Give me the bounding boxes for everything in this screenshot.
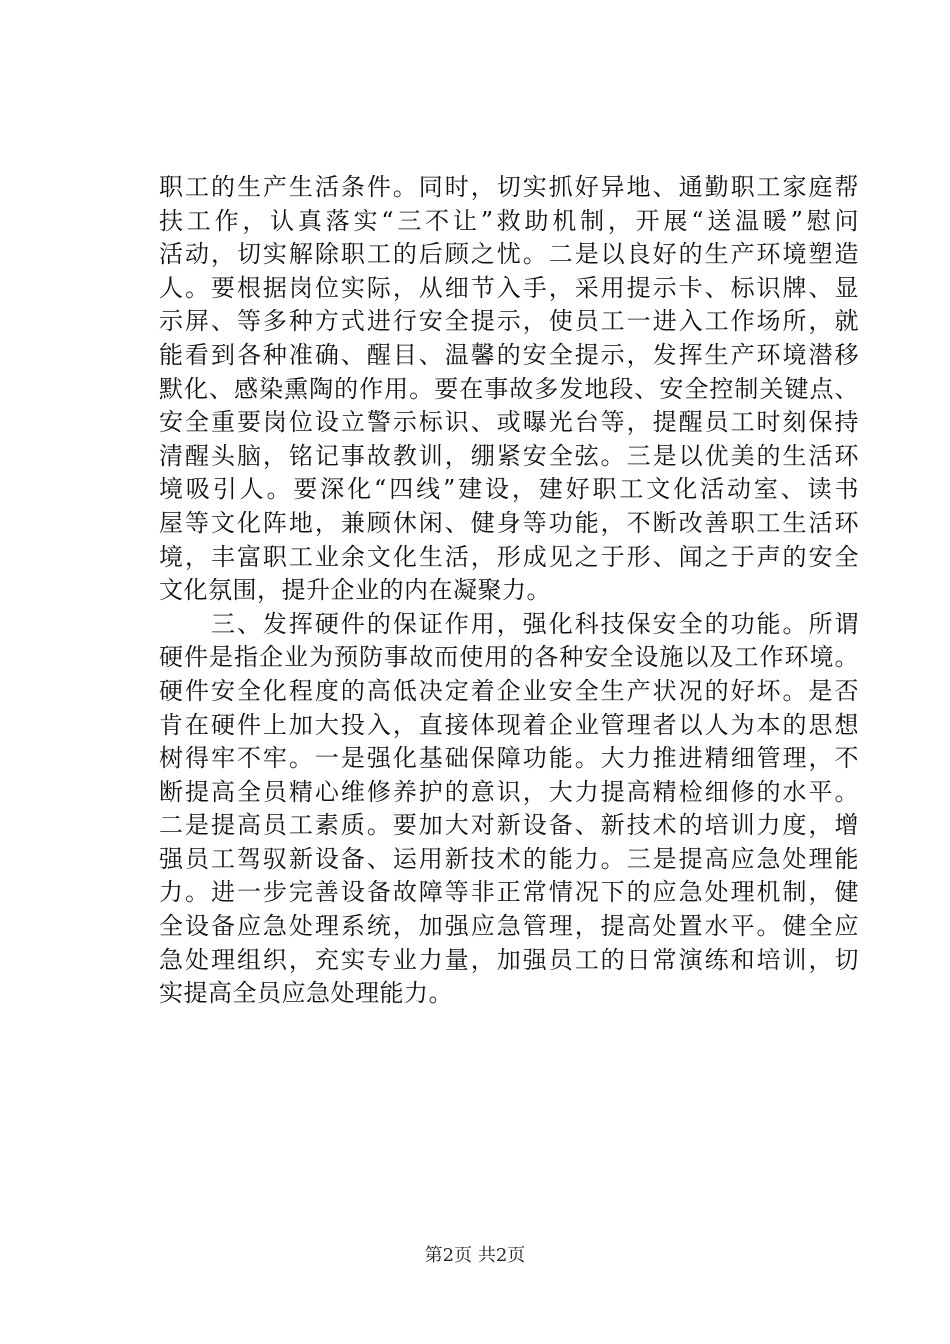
text-line: 二是提高员工素质。要加大对新设备、新技术的培训力度，增 — [159, 811, 859, 840]
text-line: 硬件安全化程度的高低决定着企业安全生产状况的好坏。是否 — [159, 676, 859, 705]
text-line: 急处理组织，充实专业力量，加强员工的日常演练和培训，切 — [159, 945, 859, 974]
text-line: 全设备应急处理系统，加强应急管理，提高处置水平。健全应 — [159, 912, 859, 941]
text-line: 树得牢不牢。一是强化基础保障功能。大力推进精细管理，不 — [159, 744, 859, 773]
page-footer: 第2页 共2页 — [424, 1245, 526, 1266]
text-line: 示屏、等多种方式进行安全提示，使员工一进入工作场所，就 — [159, 307, 859, 336]
text-line: 清醒头脑，铭记事故教训，绷紧安全弦。三是以优美的生活环 — [159, 441, 859, 470]
text-line: 三、发挥硬件的保证作用，强化科技保安全的功能。所谓 — [159, 609, 859, 638]
text-line: 硬件是指企业为预防事故而使用的各种安全设施以及工作环境。 — [159, 643, 859, 672]
text-line: 强员工驾驭新设备、运用新技术的能力。三是提高应急处理能 — [159, 844, 859, 873]
text-line: 活动，切实解除职工的后顾之忧。二是以良好的生产环境塑造 — [159, 240, 859, 269]
body-text — [159, 171, 859, 1011]
text-line: 人。要根据岗位实际，从细节入手，采用提示卡、标识牌、显 — [159, 273, 859, 302]
text-line: 职工的生产生活条件。同时，切实抓好异地、通勤职工家庭帮 — [159, 173, 859, 201]
text-line: 屋等文化阵地，兼顾休闲、健身等功能，不断改善职工生活环 — [159, 508, 859, 537]
text-line: 断提高全员精心维修养护的意识，大力提高精检细修的水平。 — [159, 777, 859, 806]
text-line: 肯在硬件上加大投入，直接体现着企业管理者以人为本的思想 — [159, 710, 859, 739]
text-line: 能看到各种准确、醒目、温馨的安全提示，发挥生产环境潜移 — [159, 340, 859, 369]
text-line: 境，丰富职工业余文化生活，形成见之于形、闻之于声的安全 — [159, 542, 859, 571]
text-line: 默化、感染熏陶的作用。要在事故多发地段、安全控制关键点、 — [159, 374, 859, 403]
text-line: 实提高全员应急处理能力。 — [159, 979, 453, 1008]
text-line: 扶工作，认真落实“三不让”救助机制，开展“送温暖”慰问 — [159, 206, 859, 235]
text-line: 文化氛围，提升企业的内在凝聚力。 — [159, 576, 551, 605]
text-line: 境吸引人。要深化“四线”建设，建好职工文化活动室、读书 — [159, 475, 859, 504]
text-line: 安全重要岗位设立警示标识、或曝光台等，提醒员工时刻保持 — [159, 408, 859, 437]
text-line: 力。进一步完善设备故障等非正常情况下的应急处理机制，健 — [159, 878, 859, 907]
